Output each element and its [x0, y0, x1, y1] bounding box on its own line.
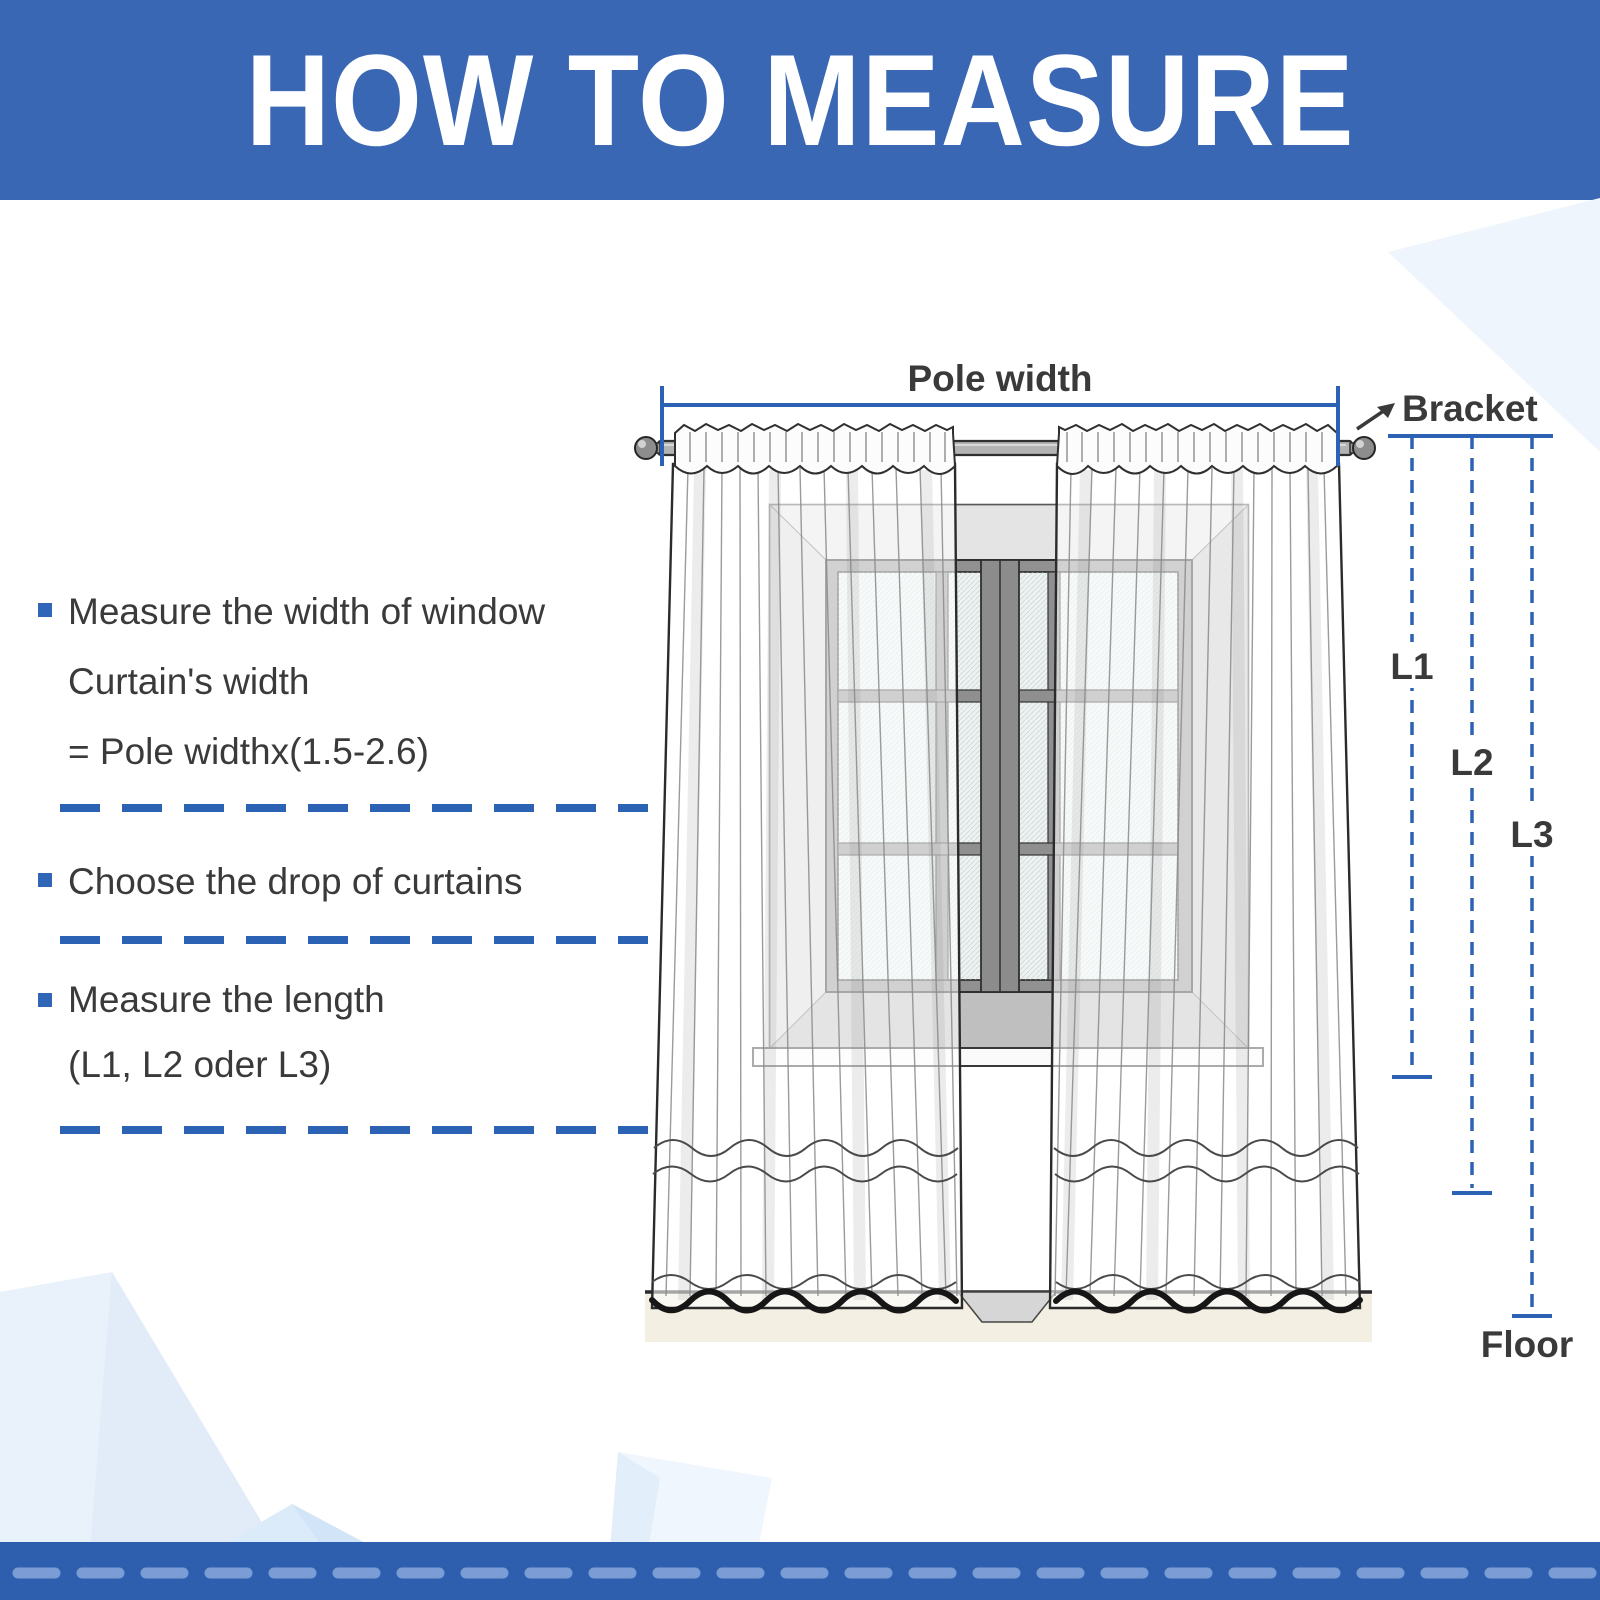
l3-label: L3 [1510, 814, 1554, 855]
bracket-label: Bracket [1402, 388, 1538, 429]
l2-label: L2 [1450, 742, 1494, 783]
bullet-square-icon [38, 873, 52, 887]
instruction-line: Measure the width of window [68, 591, 546, 632]
curtain-header [675, 424, 955, 474]
instruction-line: Choose the drop of curtains [68, 861, 523, 902]
floor-label: Floor [1480, 1324, 1574, 1365]
length-measure-lines [1412, 436, 1532, 1311]
dashed-divider [60, 1126, 648, 1134]
rod-finial-right [1350, 437, 1375, 459]
l1-label: L1 [1390, 646, 1434, 687]
instruction-line: Measure the length [68, 979, 385, 1020]
bracket-arrow-icon [1357, 410, 1385, 429]
curtain-panel-left [652, 424, 962, 1311]
instruction-line: (L1, L2 oder L3) [68, 1044, 332, 1085]
rod-finial-left [635, 437, 660, 459]
bullet-square-icon [38, 603, 52, 617]
instruction-line: Curtain's width [68, 661, 310, 702]
footer-bar [0, 1542, 1600, 1600]
instruction-item-length [38, 967, 650, 1097]
dashed-divider [60, 936, 648, 944]
dashed-divider [60, 804, 648, 812]
instruction-item-width [38, 577, 650, 787]
instruction-item-drop [38, 847, 650, 917]
instruction-line: = Pole widthx(1.5-2.6) [68, 731, 429, 772]
bullet-square-icon [38, 993, 52, 1007]
pole-width-label: Pole width [907, 358, 1093, 399]
page-title: HOW TO MEASURE [245, 27, 1355, 173]
curtain-panel-right [1050, 424, 1360, 1311]
